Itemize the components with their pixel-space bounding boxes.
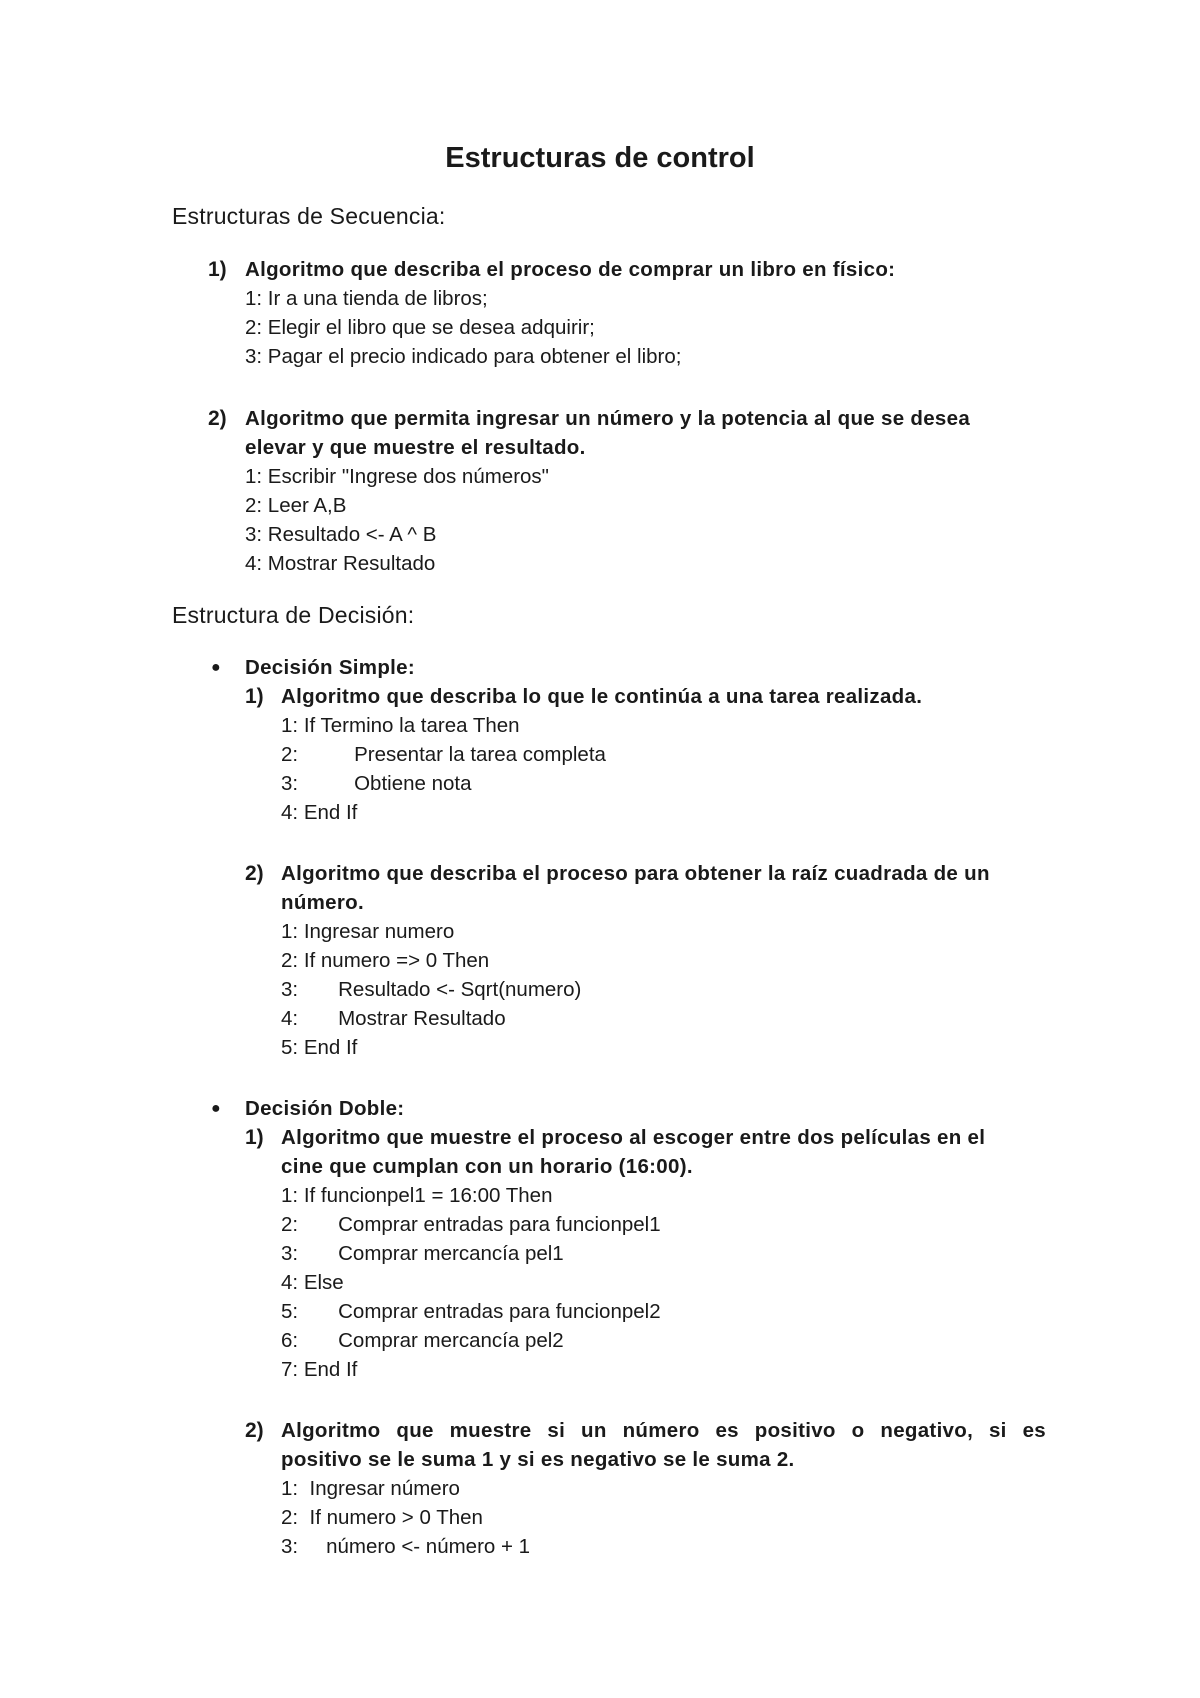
bullet-icon: ●: [211, 1100, 221, 1117]
step: 5: End If: [281, 1036, 358, 1059]
step: 2: If numero => 0 Then: [281, 949, 490, 972]
step: 1: Escribir "Ingrese dos números": [245, 465, 549, 488]
item-title: Algoritmo que muestre si un número es positivo o negativo, si es: [281, 1419, 1046, 1442]
step: 3: Obtiene nota: [281, 772, 472, 795]
item-number: 1): [245, 685, 264, 708]
subsection-label: Decisión Doble:: [245, 1097, 405, 1120]
step: 1: If Termino la tarea Then: [281, 714, 520, 737]
step: 7: End If: [281, 1358, 358, 1381]
decision-simple-item-2: [0, 859, 1200, 1062]
item-number: 1): [208, 258, 227, 281]
bullet-icon: ●: [211, 659, 221, 676]
item-number: 2): [245, 1419, 264, 1442]
step: 1: Ingresar número: [281, 1477, 460, 1500]
item-title: Algoritmo que muestre el proceso al escoger entre dos películas en el: [281, 1126, 986, 1149]
item-number: 2): [245, 862, 264, 885]
subsection-label: Decisión Simple:: [245, 656, 415, 679]
item-title: Algoritmo que describa lo que le continúa a una tarea realizada.: [281, 685, 923, 708]
section-heading-decision: Estructura de Decisión:: [172, 602, 415, 628]
decision-simple: [0, 653, 1200, 827]
step: 2: Elegir el libro que se desea adquirir;: [245, 316, 595, 339]
step: 3: Pagar el precio indicado para obtener el libro;: [245, 345, 682, 368]
item-title-cont: número.: [281, 891, 364, 914]
step: 2: Presentar la tarea completa: [281, 743, 606, 766]
item-title-cont: positivo se le suma 1 y si es negativo se le suma 2.: [281, 1448, 795, 1471]
step: 2: Comprar entradas para funcionpel1: [281, 1213, 661, 1236]
item-title: Algoritmo que describa el proceso de comprar un libro en físico:: [245, 258, 896, 281]
step: 4: Mostrar Resultado: [245, 552, 436, 575]
item-number: 1): [245, 1126, 264, 1149]
step: 6: Comprar mercancía pel2: [281, 1329, 564, 1352]
step: 3: número <- número + 1: [281, 1535, 531, 1558]
step: 3: Comprar mercancía pel1: [281, 1242, 564, 1265]
step: 3: Resultado <- A ^ B: [245, 523, 437, 546]
step: 2: Leer A,B: [245, 494, 347, 517]
section-heading-secuencia: Estructuras de Secuencia:: [172, 203, 446, 229]
step: 4: End If: [281, 801, 358, 824]
secuencia-item-1: [0, 255, 1200, 371]
item-title-cont: elevar y que muestre el resultado.: [245, 436, 586, 459]
item-title: Algoritmo que describa el proceso para obtener la raíz cuadrada de un: [281, 862, 990, 885]
step: 3: Resultado <- Sqrt(numero): [281, 978, 582, 1001]
step: 4: Else: [281, 1271, 344, 1294]
step: 5: Comprar entradas para funcionpel2: [281, 1300, 661, 1323]
step: 2: If numero > 0 Then: [281, 1506, 483, 1529]
page-title: Estructuras de control: [445, 142, 755, 174]
secuencia-item-2: [0, 404, 1200, 578]
step: 1: If funcionpel1 = 16:00 Then: [281, 1184, 553, 1207]
step: 1: Ir a una tienda de libros;: [245, 287, 488, 310]
item-title: Algoritmo que permita ingresar un número y la potencia al que se desea: [245, 407, 971, 430]
item-title-cont: cine que cumplan con un horario (16:00).: [281, 1155, 693, 1178]
step: 4: Mostrar Resultado: [281, 1007, 506, 1030]
decision-doble: [0, 1094, 1200, 1384]
item-number: 2): [208, 407, 227, 430]
decision-doble-item-2: [0, 1416, 1200, 1561]
step: 1: Ingresar numero: [281, 920, 455, 943]
